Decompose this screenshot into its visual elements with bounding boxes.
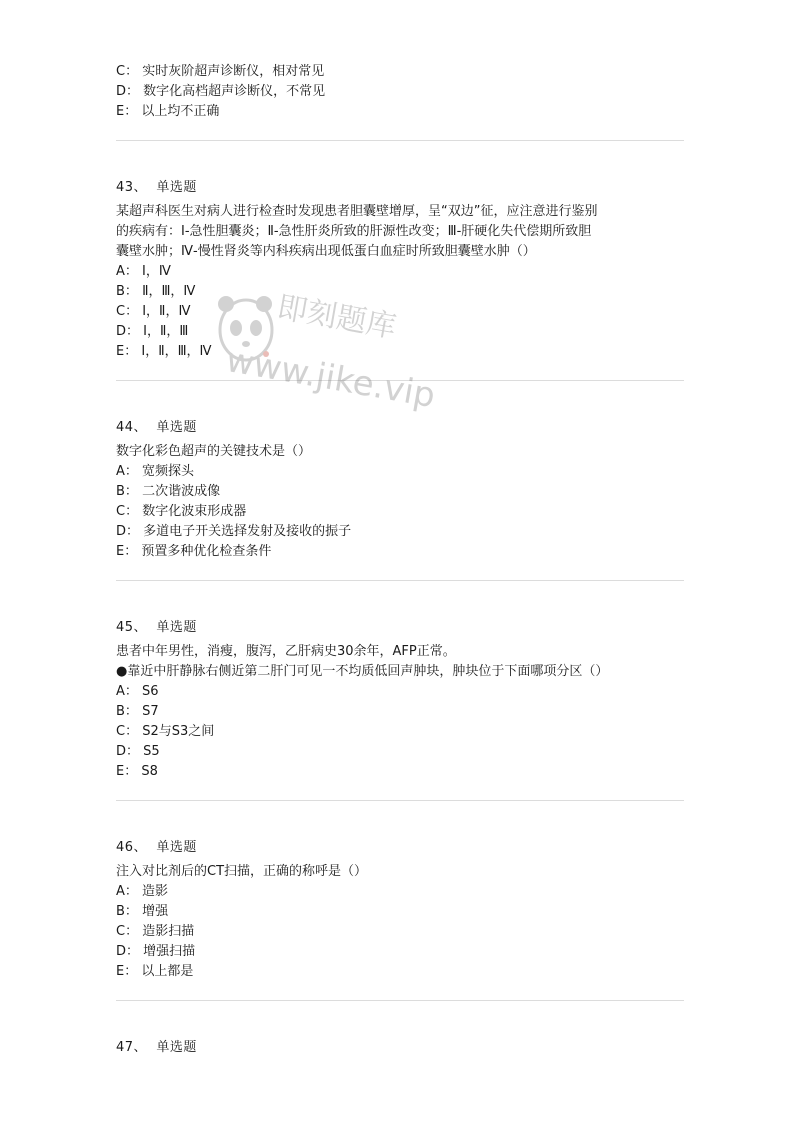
q45-option-a: A： S6 [116, 684, 159, 699]
q43-stem-line-1: 某超声科医生对病人进行检查时发现患者胆囊壁增厚，呈“双边”征，应注意进行鉴别 [116, 204, 598, 219]
q44-option-c: C： 数字化波束形成器 [116, 504, 247, 519]
q45-option-c: C： S2与S3之间 [116, 724, 215, 739]
q44-stem-line-1: 数字化彩色超声的关键技术是（） [116, 444, 312, 459]
q46-option-c: C： 造影扫描 [116, 924, 195, 939]
divider [116, 140, 684, 141]
q45-option-d: D： S5 [116, 744, 160, 759]
q44-option-b: B： 二次谐波成像 [116, 484, 221, 499]
q43-stem-line-2: 的疾病有：Ⅰ-急性胆囊炎；Ⅱ-急性肝炎所致的肝源性改变；Ⅲ-肝硬化失代偿期所致胆 [116, 224, 592, 239]
divider [116, 800, 684, 801]
divider [116, 580, 684, 581]
q45-stem-line-2: ●靠近中肝静脉右侧近第二肝门可见一不均质低回声肿块，肿块位于下面哪项分区（） [116, 664, 609, 679]
divider [116, 380, 684, 381]
q42-option-c: C： 实时灰阶超声诊断仪，相对常见 [116, 64, 325, 79]
q43-option-a: A： Ⅰ，Ⅳ [116, 264, 171, 279]
q44-header: 44、 单选题 [116, 420, 197, 435]
q45-option-b: B： S7 [116, 704, 159, 719]
q46-option-a: A： 造影 [116, 884, 169, 899]
q45-header: 45、 单选题 [116, 620, 197, 635]
q45-option-e: E： S8 [116, 764, 158, 779]
q43-option-d: D： Ⅰ，Ⅱ，Ⅲ [116, 324, 189, 339]
q44-option-e: E： 预置多种优化检查条件 [116, 544, 272, 559]
q46-stem-line-1: 注入对比剂后的CT扫描，正确的称呼是（） [116, 864, 368, 879]
q44-option-a: A： 宽频探头 [116, 464, 195, 479]
q47-header: 47、 单选题 [116, 1040, 197, 1055]
q43-option-c: C： Ⅰ，Ⅱ，Ⅳ [116, 304, 191, 319]
q43-option-b: B： Ⅱ，Ⅲ，Ⅳ [116, 284, 196, 299]
q46-header: 46、 单选题 [116, 840, 197, 855]
q43-header: 43、 单选题 [116, 180, 197, 195]
watermark-brand-name: 即刻题库 [274, 289, 399, 346]
q46-option-b: B： 增强 [116, 904, 169, 919]
q45-stem-line-1: 患者中年男性，消瘦，腹泻，乙肝病史30余年，AFP正常。 [116, 644, 456, 659]
q42-option-e: E： 以上均不正确 [116, 104, 220, 119]
q44-option-d: D： 多道电子开关选择发射及接收的振子 [116, 524, 352, 539]
q43-option-e: E： Ⅰ，Ⅱ，Ⅲ，Ⅳ [116, 344, 212, 359]
panda-logo-icon [212, 288, 280, 372]
q43-stem-line-3: 囊壁水肿；Ⅳ-慢性肾炎等内科疾病出现低蛋白血症时所致胆囊壁水肿（） [116, 244, 536, 259]
q46-option-d: D： 增强扫描 [116, 944, 196, 959]
watermark [212, 282, 439, 422]
q42-option-d: D： 数字化高档超声诊断仪，不常见 [116, 84, 326, 99]
divider [116, 1000, 684, 1001]
q46-option-e: E： 以上都是 [116, 964, 194, 979]
watermark-url: www.jike.vip [223, 340, 439, 417]
